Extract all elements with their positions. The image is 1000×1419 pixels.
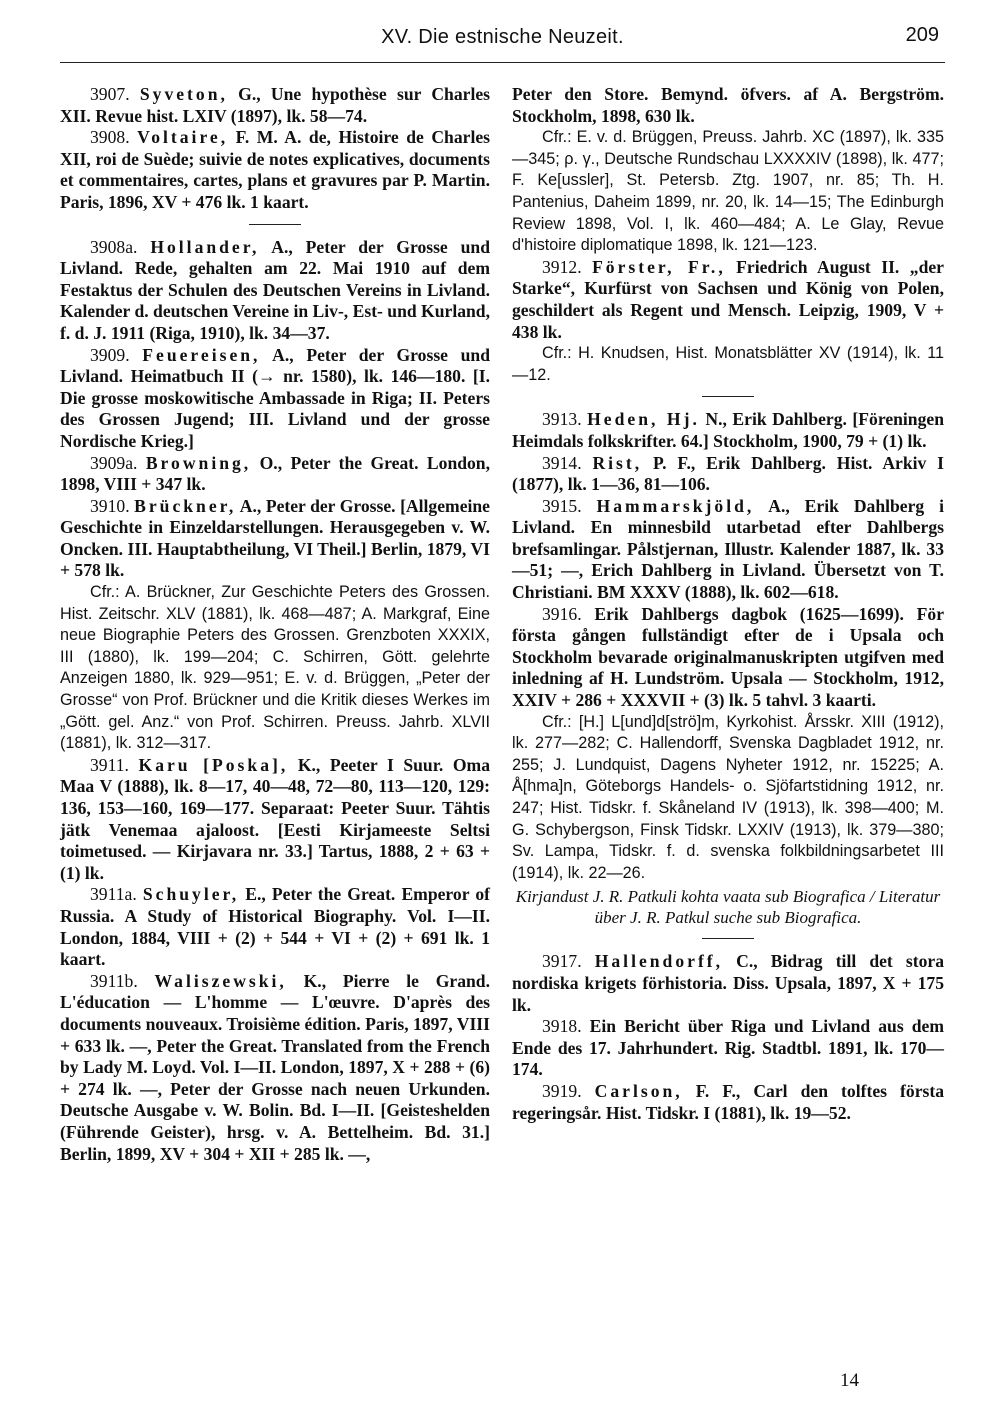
entry-3911a: 3911a. Schuyler, E., Peter the Great. Emperor of Russia. A Study of Historical Biography. Vol. I—II. London, 1884, VIII + (2) + 544 + VI + (2) + 691 lk. 1 kaart.	[60, 884, 490, 970]
cfr-note: Cfr.: E. v. d. Brüggen, Preuss. Jahrb. XC (1897), lk. 335—345; ρ. γ., Deutsche Rundschau LXXXXIV (1898), lk. 477; F. Ke[ussler], St. Petersb. Ztg. 1907, nr. 85; Th. H. Pantenius, Daheim 1899, nr. 20, lk. 14—15; The Edinburgh Review 1898, Vol. I, lk. 460—484; A. Le Glay, Revue d'histoire diplomatique 1898, lk. 121—123.	[512, 128, 944, 255]
entry-3909: 3909. Feuereisen, A., Peter der Grosse und Livland. Heimatbuch II (→ nr. 1580), lk. 146—180. [I. Die grosse moskowitische Ambassade in Riga; II. Peters des Grossen Jugend; III. Livland und der grosse Nordische Krieg.]	[60, 344, 491, 451]
cfr-note: Cfr.: H. Knudsen, Hist. Monatsblätter XV (1914), lk. 11—12.	[512, 344, 944, 384]
entry-3909a: 3909a. Browning, O., Peter the Great. London, 1898, VIII + 347 lk.	[60, 452, 490, 495]
entry-3918: 3918. Ein Bericht über Riga und Livland aus dem Ende des 17. Jahrhundert. Rig. Stadtbl. 1891, lk. 170—174.	[512, 1016, 945, 1080]
entry-3907: 3907. Syveton, G., Une hypothèse sur Charles XII. Revue hist. LXIV (1897), lk. 58—74.	[60, 84, 490, 126]
entry-3913: 3913. Heden, Hj. N., Erik Dahlberg. [Föreningen Heimdals folkskrifter. 64.] Stockholm, 1900, 79 + (1) lk.	[512, 409, 944, 451]
entry-3908: 3908. Voltaire, F. M. A. de, Histoire de Charles XII, roi de Suède; suivie de notes explicatives, documents et commentaires, cartes, plans et gravures par P. Martin. Paris, 1896, XV + 476 lk. 1 kaart.	[60, 127, 490, 212]
section-divider	[702, 396, 754, 397]
running-title: XV. Die estnische Neuzeit.	[381, 26, 624, 48]
entry-3914: 3914. Rist, P. F., Erik Dahlberg. Hist. Arkiv I (1877), lk. 1—36, 81—106.	[512, 452, 944, 495]
cfr-note: Cfr.: [H.] L[und]d[strö]m, Kyrkohist. Årsskr. XIII (1912), lk. 277—282; C. Hallendorff, Svenska Dagbladet 1912, nr. 255; J. Lundquist, Dagens Nyheter 1912, nr. 15225; A. Å[hma]n, Göteborgs Handels- o. Sjöfartstidning 1912, nr. 247; Hist. Tidskr. f. Skåneland IV (1913), lk. 398—400; M. G. Schybergson, Finsk Tidskr. LXXIV (1913), lk. 379—380; Sv. Lampa, Tidskr. f. d. svenska folkbildningsarbetet III (1914), lk. 22—26.	[512, 712, 944, 882]
entry-3912: 3912. Förster, Fr., Friedrich August II. „der Starke“, Kurfürst von Sachsen und König von Polen, geschildert als Regent und Mensch. Leipzig, 1909, V + 438 lk.	[512, 256, 944, 342]
cross-reference-note: Kirjandust J. R. Patkuli kohta vaata sub Biografica / Literatur über J. R. Patkul suche sub Biografica.	[515, 887, 941, 928]
entry-3911: 3911. Karu [Poska], K., Peeter I Suur. Oma Maa V (1888), lk. 8—17, 40—48, 72—80, 113—120, 129: 136, 153—160, 169—177. Separaat: Peeter Suur. Tähtis jätk Venemaa ajaloost. [Eesti Kirjameeste Seltsi toimetused. — Kirjavara nr. 33.] Tartus, 1888, 2 + 63 + (1) lk.	[60, 754, 491, 883]
entry-3915: 3915. Hammarskjöld, A., Erik Dahlberg i Livland. En minnesbild utarbetad efter Dahlbergs brefsamlingar. Pålstjernan, Illustr. Kalender 1887, lk. 33—51; —, Erich Dahlberg in Livland. Übersetzt von T. Christiani. BM XXXV (1888), lk. 602—618.	[512, 495, 945, 603]
entry-3919: 3919. Carlson, F. F., Carl den tolftes första regeringsår. Hist. Tidskr. I (1881), lk. 19—52.	[512, 1080, 945, 1123]
right-column	[512, 84, 944, 1124]
entry-3910: 3910. Brückner, A., Peter der Grosse. [Allgemeine Geschichte in Einzeldarstellungen. Herausgegeben v. W. Oncken. III. Hauptabtheilung, VI Theil.] Berlin, 1879, VI + 578 lk.	[60, 495, 490, 581]
entry-3908a: 3908a. Hollander, A., Peter der Grosse und Livland. Rede, gehalten am 22. Mai 1910 auf dem Festaktus der Schulen des Deutschen Vereins in Livland. Kalender d. deutschen Vereine in Liv-, Est- und Kurland, f. d. J. 1911 (Riga, 1910), lk. 34—37.	[60, 236, 490, 343]
cfr-note: Cfr.: A. Brückner, Zur Geschichte Peters des Grossen. Hist. Zeitschr. XLV (1881), lk. 468—487; A. Markgraf, Eine neue Biographie Peters des Grossen. Grenzboten XXXIX, III (1880), lk. 199—204; C. Schirren, Gött. gelehrte Anzeigen 1880, lk. 929—951; E. v. d. Brüggen, „Peter der Grosse“ von Prof. Brückner und die Kritik dieses Werkes im „Gött. gel. Anz.“ von Prof. Schirren. Preuss. Jahrb. XLVII (1881), lk. 312—317.	[60, 583, 490, 753]
entry-3917: 3917. Hallendorff, C., Bidrag till det stora nordiska krigets förhistoria. Diss. Upsala, 1897, X + 175 lk.	[512, 951, 944, 1015]
section-divider	[249, 224, 301, 225]
left-column	[60, 84, 490, 1165]
page-number: 209	[905, 24, 939, 46]
entry-3911b: 3911b. Waliszewski, K., Pierre le Grand. L'éducation — L'homme — L'œuvre. D'après des documents nouveaux. Troisième édition. Paris, 1897, VIII + 633 lk. —, Peter the Great. Translated from the French by Lady M. Loyd. Vol. I—II. London, 1897, X + 288 + (6) + 274 lk. —, Peter der Grosse nach neuen Urkunden. Deutsche Ausgabe v. W. Bolin. Bd. I—II. [Geisteshelden (Führende Geister), hrsg. v. A. Bettelheim. Bd. 31.] Berlin, 1899, XV + 304 + XII + 285 lk. —,	[60, 970, 490, 1164]
section-divider	[702, 938, 754, 939]
entry-continuation: Peter den Store. Bemynd. öfvers. af A. Bergström. Stockholm, 1898, 630 lk.	[512, 84, 944, 126]
signature-mark: 14	[840, 1370, 859, 1391]
page-header	[60, 22, 945, 63]
entry-3916: 3916. Erik Dahlbergs dagbok (1625—1699). För första gången fullständigt efter de i Upsala och Stockholm bevarade originalmanuskripten utgifven med inledning af H. Lundström. Upsala — Stockholm, 1912, XXIV + 286 + XXXVII + (3) lk. 5 tahvl. 3 kaarti.	[512, 603, 944, 711]
